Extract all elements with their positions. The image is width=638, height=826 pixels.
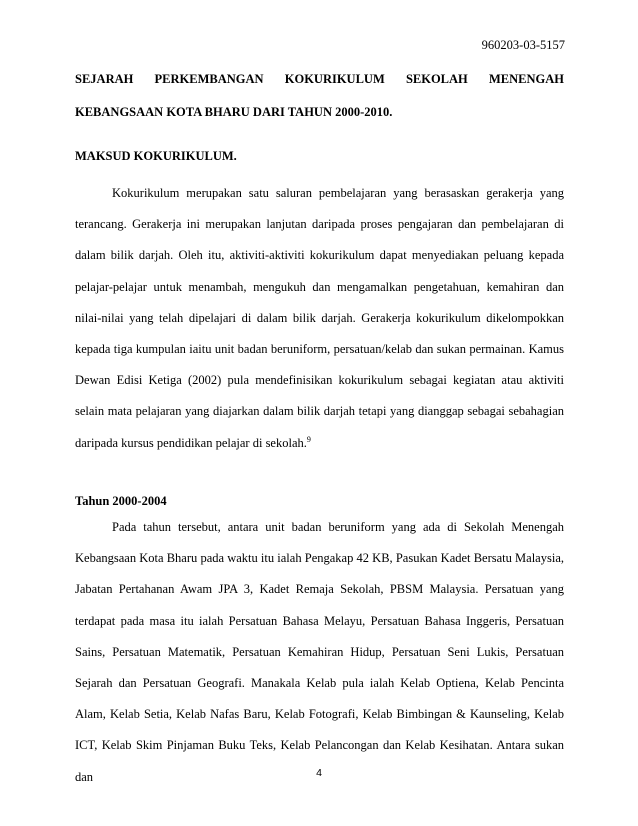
page-number: 4 xyxy=(316,767,322,779)
paragraph-text: Kokurikulum merupakan satu saluran pembelajaran yang berasaskan gerakerja yang terancang. Gerakerja ini merupakan lanjutan daripada proses pengajaran dan pembelajaran di dalam bilik darjah. Oleh itu, aktiviti-aktiviti kokurikulum dapat menyediakan peluang kepada pelajar-pelajar untuk menambah, mengukuh dan mengamalkan pengetahuan, kemahiran dan nilai-nilai yang telah dipelajari di dalam bilik darjah. Gerakerja kokurikulum dikelompokkan kepada tiga kumpulan iaitu unit badan beruniform, persatuan/kelab dan sukan permainan. Kamus Dewan Edisi Ketiga (2002) pula mendefinisikan kokurikulum sebagai kegiatan atau aktiviti selain mata pelajaran yang diajarkan dalam bilik darjah tetapi yang dianggap sebagai sebahagian daripada kursus pendidikan pelajar di sekolah. xyxy=(75,186,564,450)
section-heading-maksud: MAKSUD KOKURIKULUM. xyxy=(75,149,237,163)
title-word: PERKEMBANGAN xyxy=(154,72,264,86)
footnote-reference: 9 xyxy=(306,434,311,444)
title-word: SEJARAH xyxy=(75,72,134,86)
paragraph-text: Pada tahun tersebut, antara unit badan beruniform yang ada di Sekolah Menengah Kebangsaan Kota Bharu pada waktu itu ialah Pengakap 42 KB, Pasukan Kadet Bersatu Malaysia, Jabatan Pertahanan Awam JPA 3, Kadet Remaja Sekolah, PBSM Malaysia. Persatuan yang terdapat pada masa itu ialah Persatuan Bahasa Melayu, Persatuan Bahasa Inggeris, Persatuan Sains, Persatuan Matematik, Persatuan Kemahiran Hidup, Persatuan Seni Lukis, Persatuan Sejarah dan Persatuan Geografi. Manakala Kelab pula ialah Kelab Optiena, Kelab Pencinta Alam, Kelab Setia, Kelab Nafas Baru, Kelab Fotografi, Kelab Bimbingan & Kaunseling, Kelab ICT, Kelab Skim Pinjaman Buku Teks, Kelab Pelancongan dan Kelab Kesihatan. Antara sukan dan xyxy=(75,520,564,784)
document-id: 960203-03-5157 xyxy=(481,38,565,52)
paragraph-tahun xyxy=(75,512,564,793)
section-heading-tahun: Tahun 2000-2004 xyxy=(75,494,167,508)
paragraph-maksud xyxy=(75,178,564,459)
title-line-1 xyxy=(75,72,564,87)
title-word: KOKURIKULUM xyxy=(284,72,385,86)
title-word: SEKOLAH xyxy=(405,72,468,86)
title-word: MENENGAH xyxy=(488,72,564,86)
title-line-2: KEBANGSAAN KOTA BHARU DARI TAHUN 2000-2010. xyxy=(75,105,393,119)
